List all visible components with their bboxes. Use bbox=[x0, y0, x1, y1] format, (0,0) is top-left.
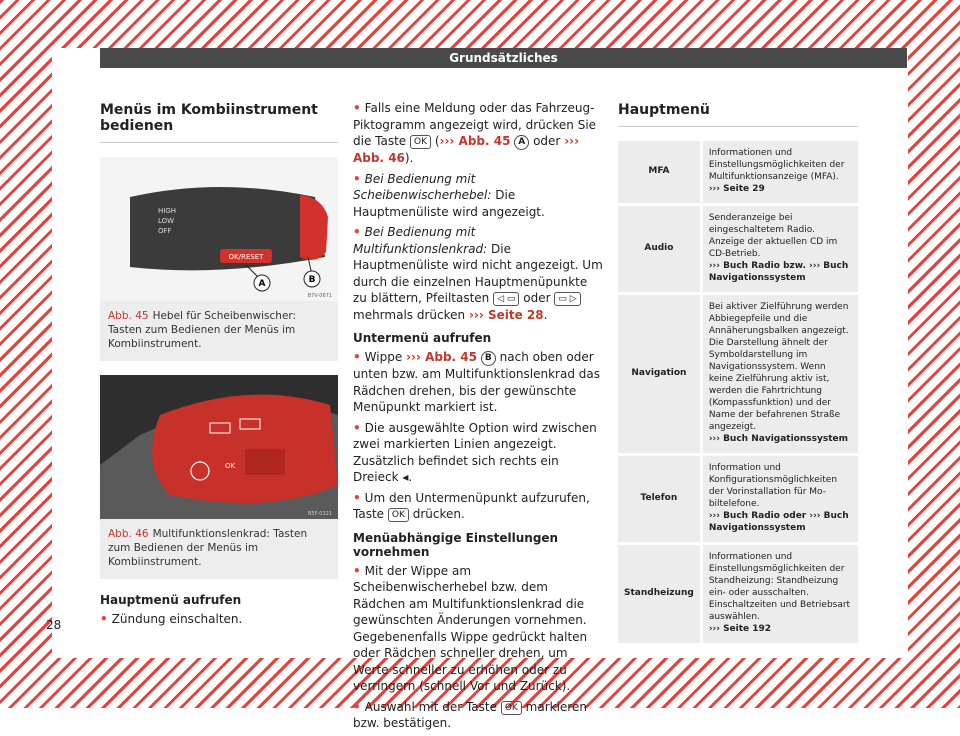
marker-b: B bbox=[308, 275, 316, 285]
ok-reset-label: OK/RESET bbox=[228, 253, 264, 261]
section-title: Hauptmenü bbox=[618, 102, 858, 127]
caption-46: Abb. 46 Multifunktionslenkrad: Tasten zum Bedienen der Menüs im Kombiinstrument. bbox=[108, 528, 308, 568]
bullet: • Die ausgewählte Option wird zwischen zwei markierten Linien angezeigt. Zusätzlich befindet sich rechts ein Dreieck ◂. bbox=[353, 420, 603, 486]
table-row: Audio Senderanzeige bei eingeschaltetem Radio. Anzeige der aktuellen CD im CD-Betrieb. ››› Buch Radio bzw. ››› Buch Navigationssystem bbox=[618, 205, 858, 294]
bullet: • Mit der Wippe am Scheibenwischerhebel bzw. dem Rädchen am Multifunktionslenkrad die gewünschten Änderungen vornehmen. Gegebenenfalls Wippe gedrückt halten oder Rädchen schneller drehen, um Werte schneller zu erhöhen oder zu verringern (schnell Vor und Zurück). bbox=[353, 563, 603, 695]
svg-text:LOW: LOW bbox=[158, 217, 175, 225]
bullet: • Zündung einschalten. bbox=[100, 611, 338, 628]
page bbox=[46, 48, 908, 730]
caption-label: Abb. 45 bbox=[108, 310, 149, 322]
svg-text:OFF: OFF bbox=[158, 227, 172, 235]
page-number: 28 bbox=[46, 618, 62, 632]
column-middle bbox=[353, 100, 603, 736]
figure-45 bbox=[100, 157, 338, 361]
bullet: • Auswahl mit der Taste OK markieren bzw. bestätigen. bbox=[353, 699, 603, 732]
bullet: • Falls eine Meldung oder das Fahrzeug-Piktogramm angezeigt wird, drücken Sie die Taste OK (››› Abb. 45 A oder ››› Abb. 46). bbox=[353, 100, 603, 167]
svg-text:OK: OK bbox=[225, 462, 236, 470]
caption-45: Abb. 45 Hebel für Scheibenwischer: Tasten zum Bedienen der Menüs im Kombiinstrument. bbox=[108, 310, 297, 350]
table-row: MFA Informationen und Einstellungsmöglichkeiten der Multifunktionsanzeige (MFA). ››› Seite 29 bbox=[618, 141, 858, 205]
bullet: • Bei Bedienung mit Scheibenwischerhebel: Die Hauptmenüliste wird angezeigt. bbox=[353, 171, 603, 221]
table-row: Telefon Information und Konfigurationsmöglichkeiten der Vorinstallation für Mobiltelefone. ››› Buch Radio oder ››› Buch Navigationssystem bbox=[618, 455, 858, 544]
main-menu-table bbox=[618, 141, 858, 646]
wiper-lever-image bbox=[100, 157, 338, 301]
table-row: Standheizung Informationen und Einstellungsmöglichkeiten der Standheizung: Standheizung ein- oder ausschalten. Einschaltzeiten und Betriebsart auswählen. ››› Seite 192 bbox=[618, 544, 858, 645]
marker-a: A bbox=[258, 279, 266, 289]
subheading: Untermenü aufrufen bbox=[353, 331, 492, 345]
svg-text:HIGH: HIGH bbox=[158, 207, 177, 215]
bullet: • Um den Untermenüpunkt aufzurufen, Taste OK drücken. bbox=[353, 490, 603, 523]
column-right bbox=[618, 48, 858, 646]
subheading: Hauptmenü aufrufen bbox=[100, 593, 242, 607]
steering-wheel-image bbox=[100, 375, 338, 519]
table-row: Navigation Bei aktiver Zielführung werden Abbiegepfeile und die Annäherungsbalken angezeigt. Die Darstellung ähnelt der Symboldarstellung im Navigationssystem. Wenn keine Zielführung aktiv ist, werden die Fahrtrichtung (Kompassfunktion) und der Name der befahrenen Straße angezeigt. ››› Buch Navigationssystem bbox=[618, 294, 858, 455]
figure-code: B5F-0321 bbox=[307, 511, 332, 517]
figure-46 bbox=[100, 375, 338, 579]
bullet: • Bei Bedienung mit Multifunktionslenkrad: Die Hauptmenüliste wird nicht angezeigt. Um durch die einzelnen Hauptmenüpunkte zu blättern, Pfeiltasten ◁ ▭ oder ▭ ▷ mehrmals drücken ››› Seite 28. bbox=[353, 224, 603, 323]
subheading: Menüabhängige Einstellungen vornehmen bbox=[353, 530, 559, 559]
column-left bbox=[100, 48, 338, 632]
figure-code: B7V-0671 bbox=[307, 293, 332, 299]
header-bar: Grundsätzliches bbox=[100, 48, 907, 68]
bullet: • Wippe ››› Abb. 45 B nach oben oder unten bzw. am Multifunktionslenkrad das Rädchen drehen, bis der gewünschte Menüpunkt markiert ist. bbox=[353, 349, 603, 416]
section-title: Menüs im Kombiinstrument bedienen bbox=[100, 102, 338, 143]
